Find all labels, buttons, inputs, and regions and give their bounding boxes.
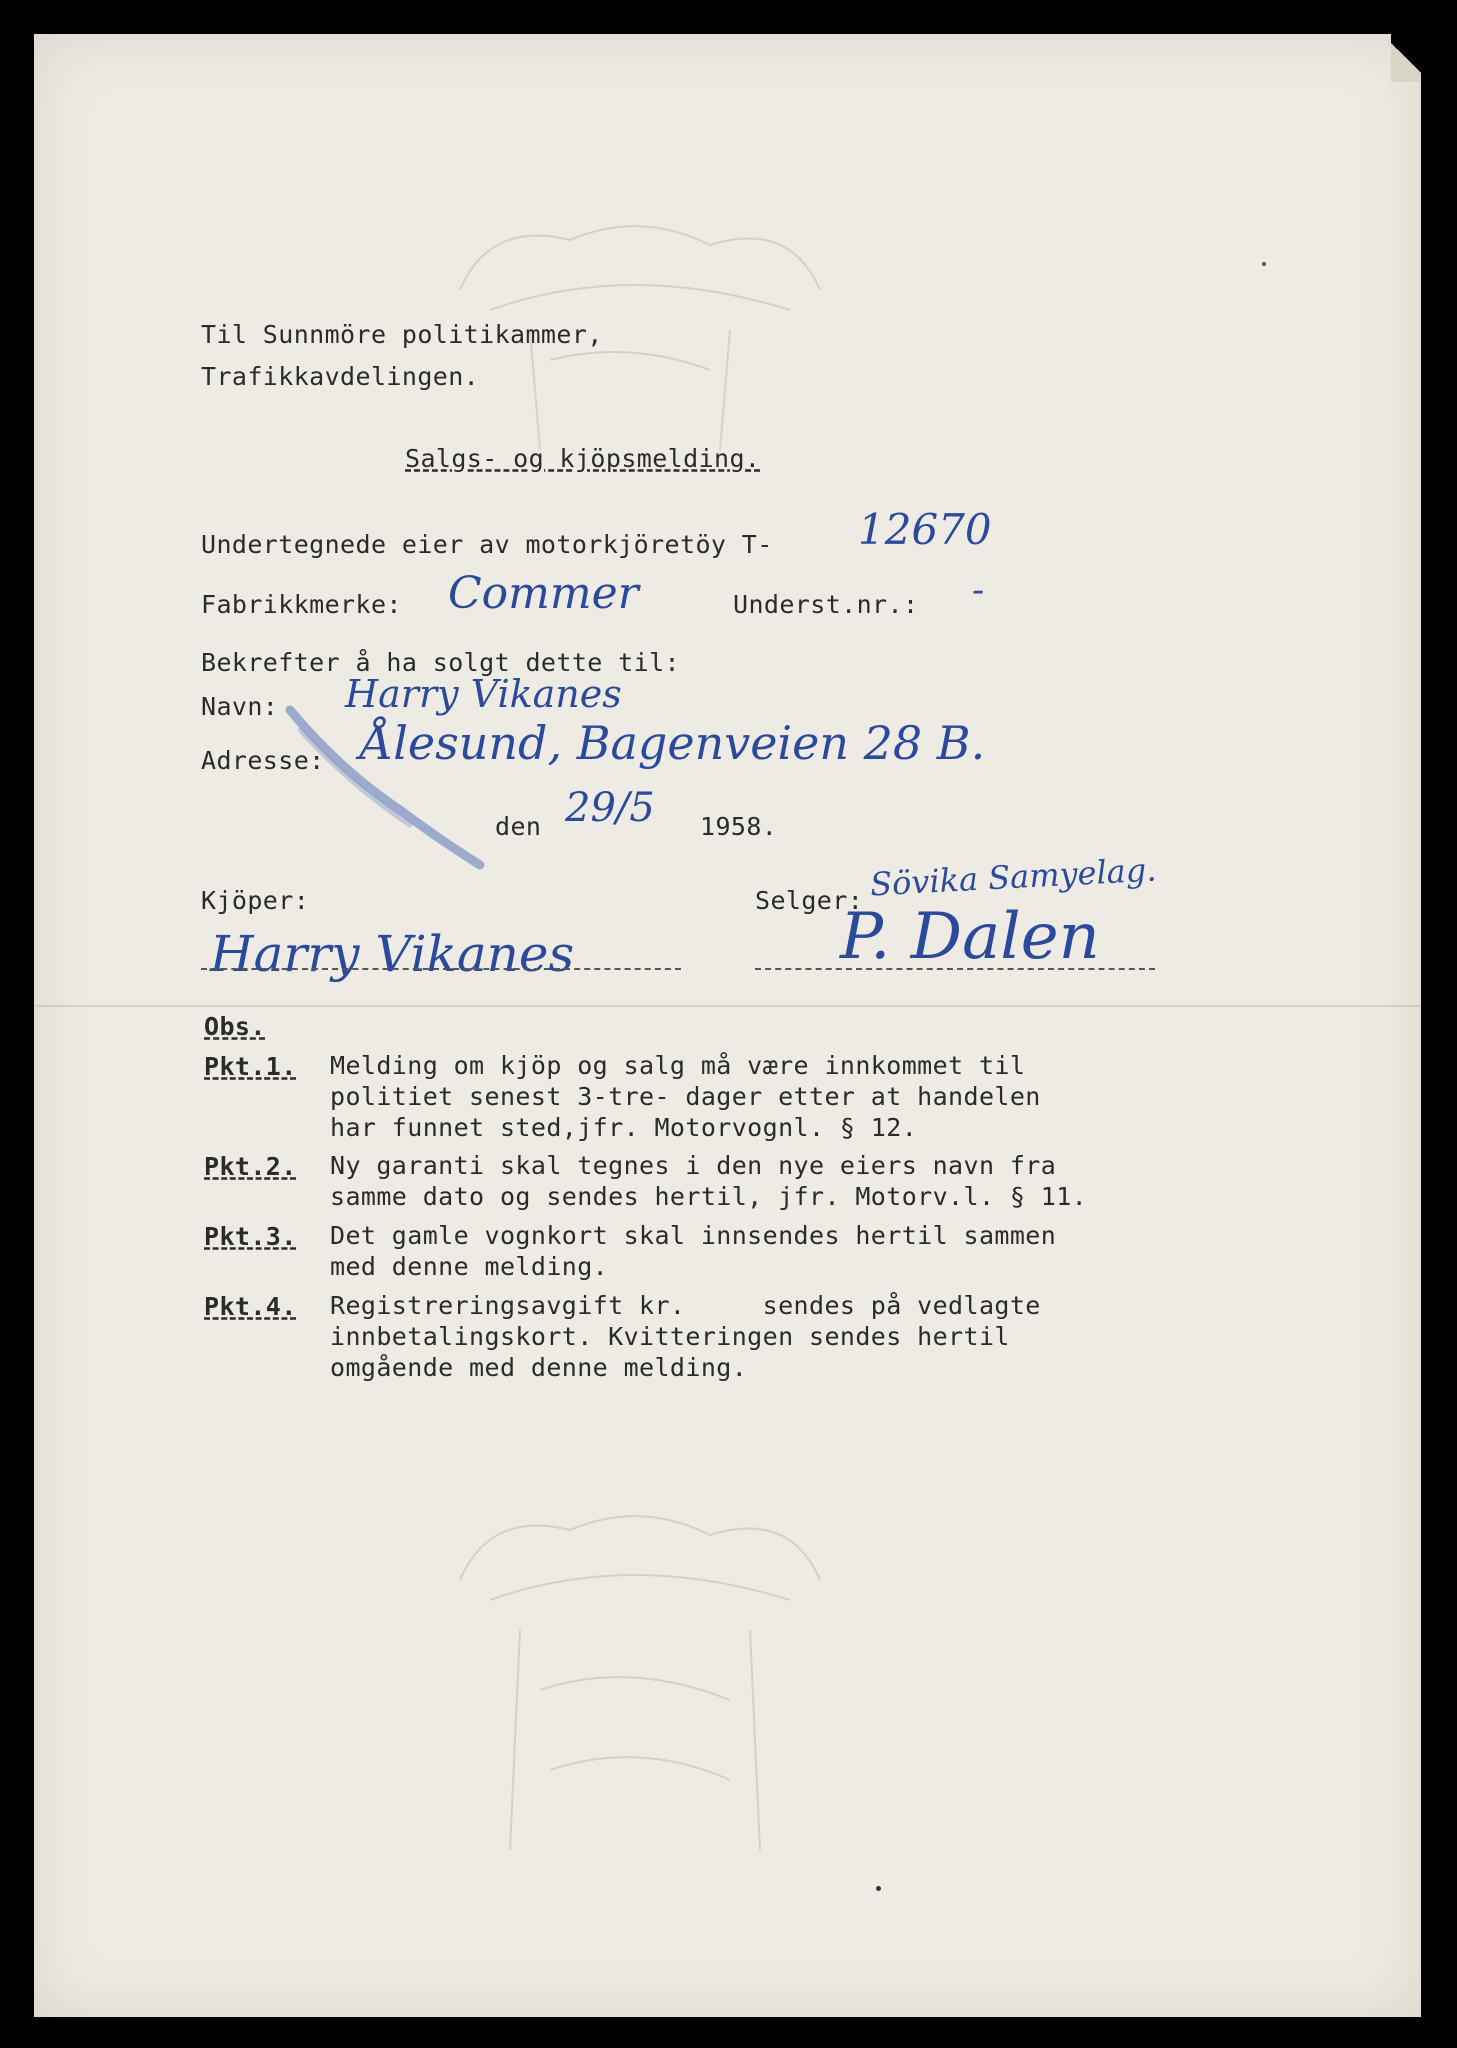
note-1-label: Pkt.1.	[204, 1052, 297, 1081]
address-label: Adresse:	[201, 746, 325, 775]
document-heading: Salgs- og kjöpsmelding.	[405, 444, 761, 473]
paper-speck	[1262, 262, 1266, 266]
seller-signature-line	[755, 968, 1155, 970]
year-value: 1958.	[700, 812, 778, 841]
fold-line	[34, 1005, 1421, 1007]
watermark-bottom	[430, 1490, 850, 1870]
note-2-label: Pkt.2.	[204, 1152, 297, 1181]
owner-label: Undertegnede eier av motorkjöretöy T-	[201, 530, 773, 559]
date-value: 29/5	[565, 785, 655, 831]
addressee-line1: Til Sunnmöre politikammer,	[201, 320, 603, 349]
understel-value: -	[972, 570, 985, 611]
seller-organization: Sövika Samyelag.	[869, 850, 1158, 904]
note-3-text: Det gamle vognkort skal innsendes hertil sammen med denne melding.	[330, 1221, 1057, 1281]
seller-signature: P. Dalen	[840, 900, 1100, 974]
seller-label: Selger:	[755, 886, 864, 915]
note-4-label: Pkt.4.	[204, 1292, 297, 1321]
name-label: Navn:	[201, 692, 279, 721]
confirm-label: Bekrefter å ha solgt dette til:	[201, 648, 680, 677]
note-2-text: Ny garanti skal tegnes i den nye eiers navn fra samme dato og sendes hertil, jfr. Motorv.l. § 11.	[330, 1151, 1088, 1211]
make-label: Fabrikkmerke:	[201, 590, 402, 619]
addressee-line2: Trafikkavdelingen.	[201, 362, 480, 391]
registration-number: 12670	[858, 505, 992, 554]
date-prefix: den	[495, 812, 542, 841]
buyer-label: Kjöper:	[201, 886, 310, 915]
notes-title: Obs.	[204, 1012, 266, 1041]
address-value: Ålesund, Bagenveien 28 B.	[360, 716, 986, 770]
buyer-signature: Harry Vikanes	[210, 925, 575, 983]
ink-smear	[280, 690, 490, 880]
note-4-text: Registreringsavgift kr. sendes på vedlagte innbetalingskort. Kvitteringen sendes hertil omgående med denne melding.	[330, 1291, 1041, 1382]
note-1-text: Melding om kjöp og salg må være innkommet til politiet senest 3-tre- dager etter at handelen har funnet sted,jfr. Motorvognl. § 12.	[330, 1051, 1041, 1142]
folded-corner	[1391, 34, 1421, 82]
paper-speck	[876, 1886, 881, 1891]
make-value: Commer	[448, 568, 639, 619]
name-value: Harry Vikanes	[345, 672, 622, 716]
buyer-signature-line	[201, 968, 681, 970]
note-3-label: Pkt.3.	[204, 1222, 297, 1251]
understel-label: Underst.nr.:	[733, 590, 919, 619]
